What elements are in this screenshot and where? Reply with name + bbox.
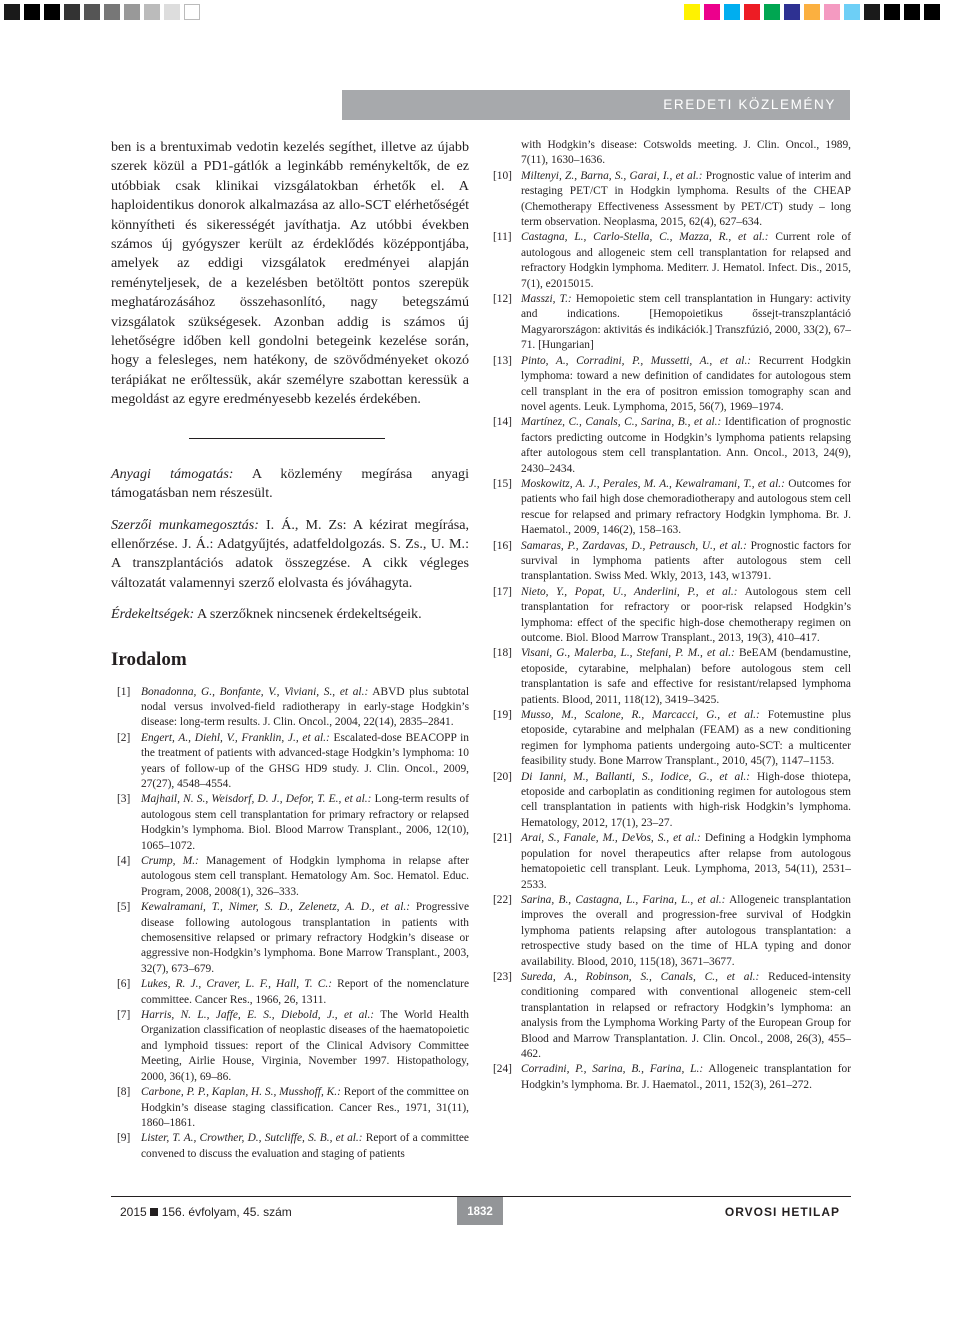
divider (189, 438, 385, 439)
reference-item (493, 893, 851, 970)
reference-text: The World Health Organization classification of neoplastic diseases of the haematopoietic and lymphoid tissues: report of the Clinical Advisory Committee Meeting, Airlie House, Virginia, November 1997. Histopathology, 2000, 36(1), 69–86. (141, 1009, 469, 1083)
color-swatch (684, 4, 700, 20)
color-swatch (144, 4, 160, 20)
note-label: Érdekeltségek: (111, 606, 195, 623)
reference-text: Allogeneic transplantation improves the overall and progression-free survival of Hodgkin lymphoma patients relapsing after autologous transplantation: a retrospective study based on the time of HLA typing and donor availability. Blood, 2010, 115(18), 3671–3677. (521, 893, 851, 968)
body-paragraph: ben is a brentuximab vedotin kezelés segíthet, illetve az újabb szerek közül a PD1-gátlók a leginkább reménykeltők, de ez utóbbiak csak klinikai vizsgálatokban érhetők el. A haploidentikus donorok alkalmazása az allo-SCT elérhetőségét könnyítheti és sikerességét javíthatja. Az utóbbi években számos új gyógyszer került az érdeklődés középpontjába, amelyek az eddigi vizsgálatok eredményei alapján reményteljesek, de a kezelésben betöltött pontos szerepük meghatározásához összehasonlító, nagy betegszámú vizsgálatok szükségesek. Azonban addig is számos új lehetőségre időben kell gondolni betegeink kezelése során, hogy a felesleges, nem hatékony, de szövődményeket okozó terápiákat ne erőltessük, akár személyre szabottan keressük a megoldást az egyre eredményesebb kezelés érdekében. (111, 139, 469, 408)
reference-item (111, 685, 469, 731)
reference-item (493, 708, 851, 770)
reference-authors: Bonadonna, G., Bonfante, V., Viviani, S., et al.: (141, 685, 369, 698)
contributions-note (111, 516, 469, 594)
reference-text: Outcomes for patients who fail high dose chemoradiotherapy and autologous stem cell rescue for relapsed and primary refractory Hodgkin lymphoma. Br. J. Haematol., 2009, 146(2), 158–163. (521, 477, 851, 537)
note-text: A közlemény megírása anyagi támogatásban nem részesült. (111, 465, 469, 502)
color-swatch (164, 4, 180, 20)
reference-item (493, 477, 851, 539)
reference-number: [20] (493, 770, 512, 783)
print-color-bar (0, 0, 960, 24)
color-swatch (4, 4, 20, 20)
reference-number: [13] (493, 354, 512, 367)
reference-authors: Arai, S., Fanale, M., DeVos, S., et al.: (521, 832, 701, 845)
note-text: A szerzőknek nincsenek érdekeltségeik. (194, 606, 422, 623)
reference-number: [22] (493, 893, 512, 906)
reference-text: Long-term results of autologous stem cell transplantation for primary refractory or relapsed Hodgkin’s lymphoma. Biol. Blood Marrow Transplant., 2006, 12(10), 1065–1072. (141, 793, 469, 852)
reference-number: [21] (493, 832, 512, 845)
reference-authors: Nieto, Y., Popat, U., Anderlini, P., et al.: (521, 585, 738, 598)
reference-number: [9] (117, 1132, 131, 1145)
reference-text: Identification of prognostic factors predicting outcome in Hodgkin’s lymphoma patients relapsing after autologous stem cell transplantation. Ann. Oncol., 2013, 24(9), 2430–2434. (521, 416, 851, 475)
reference-number: [15] (493, 477, 512, 490)
reference-number: [7] (117, 1009, 131, 1022)
note-label: Anyagi támogatás: (111, 465, 234, 482)
reference-text: BeEAM (bendamustine, etoposide, cytarabine, melphalan) before autologous stem cell transplantation is safe and effective for resistant/relapsed lymphoma patients. Blood, 2011, 118(12), 3419–3425. (521, 647, 851, 706)
footer-year: 2015 (120, 1205, 147, 1219)
reference-text: High-dose thiotepa, etoposide and carboplatin as conditioning regimen for autologous stem cell transplantation in patients with high-risk Hodgkin’s lymphoma. Hematology, 2012, 17(1), 23–27. (521, 770, 851, 829)
square-bullet-icon (150, 1208, 158, 1216)
reference-text: Autologous stem cell transplantation for refractory or poor-risk relapsed Hodgkin’s lymphoma: effect of the specific high-dose chemotherapy regimen on outcome. Biol. Blood Marrow Transplant., 2013, 19(3), 410–417. (521, 585, 851, 644)
reference-number: [19] (493, 709, 512, 722)
reference-authors: Masszi, T.: (521, 293, 572, 306)
reference-item (111, 854, 469, 900)
color-swatch (904, 4, 920, 20)
color-swatch (184, 4, 200, 20)
reference-text: Progressive disease following autologous transplantation in patients with chemosensitive relapsed or primary refractory Hodgkin’s disease or aggressive non-Hodgkin’s lymphoma. Bone Marrow Transplant., 2003, 32(7), 673–679. (141, 901, 470, 975)
reference-authors: Lukes, R. J., Craver, L. F., Hall, T. C.: (141, 978, 333, 991)
reference-number: [2] (117, 731, 131, 744)
reference-authors: Di Ianni, M., Ballanti, S., Iodice, G., et al.: (521, 770, 751, 783)
color-swatch (924, 4, 940, 20)
reference-item (493, 585, 851, 647)
reference-authors: Kewalramani, T., Nimer, S. D., Zelenetz, A. D., et al.: (141, 901, 411, 914)
reference-text: with Hodgkin’s disease: Cotswolds meeting. J. Clin. Oncol., 1989, 7(11), 1630–1636. (521, 139, 851, 167)
reference-item (493, 831, 851, 893)
reference-authors: Crump, M.: (141, 855, 199, 867)
funding-note (111, 465, 469, 504)
reference-item (111, 1085, 469, 1131)
left-column (111, 138, 469, 1162)
color-swatch (804, 4, 820, 20)
reference-item (111, 1008, 469, 1085)
reference-item (493, 539, 851, 585)
reference-text: Hemopoietic stem cell transplantation in Hungary: activity and indications. [Hemopoietikus őssejt-transzplantáció Magyarországon: aktivitás és indikációk.] Transzfúzió, 2000, 33(2), 67–71. [Hungarian] (521, 293, 851, 352)
reference-authors: Majhail, N. S., Weisdorf, D. J., Defor, T. E., et al.: (141, 793, 372, 806)
reference-item (493, 138, 851, 169)
footer-issue (120, 1205, 292, 1219)
journal-name: ORVOSI HETILAP (724, 1205, 840, 1219)
reference-item (493, 292, 851, 354)
reference-item (493, 1062, 851, 1093)
reference-number: [10] (493, 169, 512, 182)
footer-volume: 156. évfolyam, 45. szám (161, 1205, 292, 1219)
color-swatch (124, 4, 140, 20)
color-swatch (784, 4, 800, 20)
reference-text: Defining a Hodgkin lymphoma population for novel therapeutics after relapse from autologous hematopoietic cell transplant. Leuk. Lymphoma, 2013, 54(11), 2531–2533. (521, 832, 851, 891)
reference-item (111, 792, 469, 854)
reference-number: [16] (493, 539, 512, 552)
section-banner: EREDETI KÖZLEMÉNY (342, 90, 850, 120)
reference-item (493, 646, 851, 708)
reference-item (111, 731, 469, 793)
color-swatch (724, 4, 740, 20)
reference-item (111, 900, 469, 977)
reference-item (111, 1131, 469, 1162)
color-swatch (744, 4, 760, 20)
reference-number: [11] (493, 231, 512, 244)
reference-number: [18] (493, 647, 512, 660)
reference-authors: Miltenyi, Z., Barna, S., Garai, I., et al.: (521, 169, 703, 182)
reference-text: Fotemustine plus etoposide, cytarabine and melphalan (FEAM) as a new conditioning regimen for lymphoma patients undergoing auto-SCT: a multicenter feasibility study. Bone Marrow Transplant., 2010, 45(7), 1147–1153. (521, 709, 851, 768)
reference-text: Prognostic factors for survival in lymphoma patients after autologous stem cell transplantation. Swiss Med. Wkly, 2013, 143, w13791. (521, 539, 851, 583)
reference-item (493, 354, 851, 416)
color-swatch (704, 4, 720, 20)
color-swatch (864, 4, 880, 20)
reference-number: [8] (117, 1086, 131, 1099)
color-swatch (824, 4, 840, 20)
references-heading: Irodalom (111, 648, 187, 670)
page-number: 1832 (457, 1197, 503, 1225)
reference-list (111, 685, 469, 1163)
reference-number: [12] (493, 293, 512, 306)
reference-item (493, 169, 851, 231)
reference-item (111, 977, 469, 1008)
note-text: I. Á., M. Zs: A kézirat megírása, ellenőrzése. J. Á.: Adatgyűjtés, adatfeldolgozás. S. Zs., U. M.: A transzplantációs adatok összegzése. A cikk végleges változatát valamennyi szerző elolvasta és jóváhagyta. (111, 516, 469, 591)
reference-item (493, 770, 851, 832)
note-label: Szerzői munkamegosztás: (111, 516, 259, 533)
reference-authors: Martínez, C., Canals, C., Sarina, B., et al.: (521, 416, 722, 429)
reference-text: Prognostic value of interim and restaging PET/CT in Hodgkin lymphoma. Results of the CHEAP (Chemotherapy Effectiveness Assessment by PET/CT) study – long term observation. Neoplasma, 2015, 62(4), 627–634. (521, 169, 851, 229)
color-swatch (24, 4, 40, 20)
reference-text: Escalated-dose BEACOPP in the treatment of patients with advanced-stage Hodgkin’s lymphoma: 10 years of follow-up of the GHSG HD9 study. J. Clin. Oncol., 2009, 27(27), 4548–4554. (141, 731, 469, 790)
reference-authors: Sarina, B., Castagna, L., Farina, L., et al.: (521, 893, 726, 906)
conflict-note (111, 605, 469, 624)
reference-text: Report of the committee on Hodgkin’s disease staging classification. Cancer Res., 1971, 31(11), 1860–1861. (141, 1086, 470, 1129)
reference-number: [14] (493, 416, 512, 429)
reference-item (493, 415, 851, 477)
color-swatch (844, 4, 860, 20)
color-swatch (84, 4, 100, 20)
reference-authors: Visani, G., Malerba, L., Stefani, P. M., et al.: (521, 647, 735, 660)
reference-number: [23] (493, 970, 512, 983)
reference-authors: Harris, N. L., Jaffe, E. S., Diebold, J., et al.: (141, 1009, 375, 1022)
reference-number: [17] (493, 585, 512, 598)
reference-text: Report of a committee convened to discuss the evaluation and staging of patients (141, 1132, 469, 1160)
reference-number: [4] (117, 855, 131, 867)
reference-number: [1] (117, 685, 131, 698)
color-swatch (64, 4, 80, 20)
color-swatch (764, 4, 780, 20)
reference-authors: Lister, T. A., Crowther, D., Sutcliffe, S. B., et al.: (141, 1132, 363, 1145)
reference-number: [6] (117, 978, 131, 991)
color-swatch (884, 4, 900, 20)
right-column (493, 138, 851, 1093)
reference-authors: Moskowitz, A. J., Perales, M. A., Kewalramani, T., et al.: (521, 477, 785, 490)
reference-authors: Castagna, L., Carlo-Stella, C., Mazza, R., et al.: (521, 231, 769, 244)
reference-text: Management of Hodgkin lymphoma in relapse after autologous stem cell transplant. Hematology Am. Soc. Hematol. Educ. Program, 2008, 2008(1), 326–333. (141, 855, 469, 898)
reference-number: [3] (117, 793, 131, 806)
reference-authors: Corradini, P., Sarina, B., Farina, L.: (521, 1063, 704, 1076)
reference-number: [24] (493, 1063, 512, 1076)
reference-item (493, 230, 851, 292)
color-swatch (104, 4, 120, 20)
reference-text: Current role of autologous and allogeneic stem cell transplantation for relapsed and refractory Hodgkin lymphoma. Mediterr. J. Hematol. Infect. Dis., 2015, 7(1), e2015015. (521, 231, 851, 290)
color-swatch (44, 4, 60, 20)
reference-text: ABVD plus subtotal nodal versus involved-field radiotherapy in early-stage Hodgkin’s disease: long-term results. J. Clin. Oncol., 2004, 22(14), 2835–2841. (141, 685, 470, 729)
reference-text: Reduced-intensity conditioning compared with conventional allogeneic stem-cell transplantation in relapsed or refractory Hodgkin’s lymphoma: an analysis from the Lymphoma Working Party of the European Group for Blood and Marrow Transplantation. J. Clin. Oncol., 2008, 26(3), 455–462. (521, 970, 851, 1060)
reference-number: [5] (117, 901, 131, 914)
reference-text: Allogeneic transplantation for Hodgkin’s lymphoma. Br. J. Haematol., 2011, 152(3), 261–272. (521, 1063, 851, 1091)
reference-authors: Pinto, A., Corradini, P., Mussetti, A., et al.: (521, 354, 752, 367)
reference-authors: Carbone, P. P., Kaplan, H. S., Musshoff, K.: (141, 1086, 341, 1099)
reference-item (493, 970, 851, 1062)
reference-authors: Engert, A., Diehl, V., Franklin, J., et al.: (141, 731, 330, 744)
reference-authors: Musso, M., Scalone, R., Marcacci, G., et al.: (521, 709, 760, 722)
reference-text: Report of the nomenclature committee. Cancer Res., 1966, 26, 1311. (141, 978, 469, 1006)
reference-authors: Samaras, P., Zardavas, D., Petrausch, U., et al.: (521, 539, 747, 552)
reference-text: Recurrent Hodgkin lymphoma: toward a new definition of candidates for autologous stem cell transplant in the era of positron emission tomography scan and novel agents. Leuk. Lymphoma, 2015, 56(7), 1969–1974. (521, 354, 851, 413)
reference-authors: Sureda, A., Robinson, S., Canals, C., et al.: (521, 970, 760, 983)
reference-list (493, 138, 851, 1093)
